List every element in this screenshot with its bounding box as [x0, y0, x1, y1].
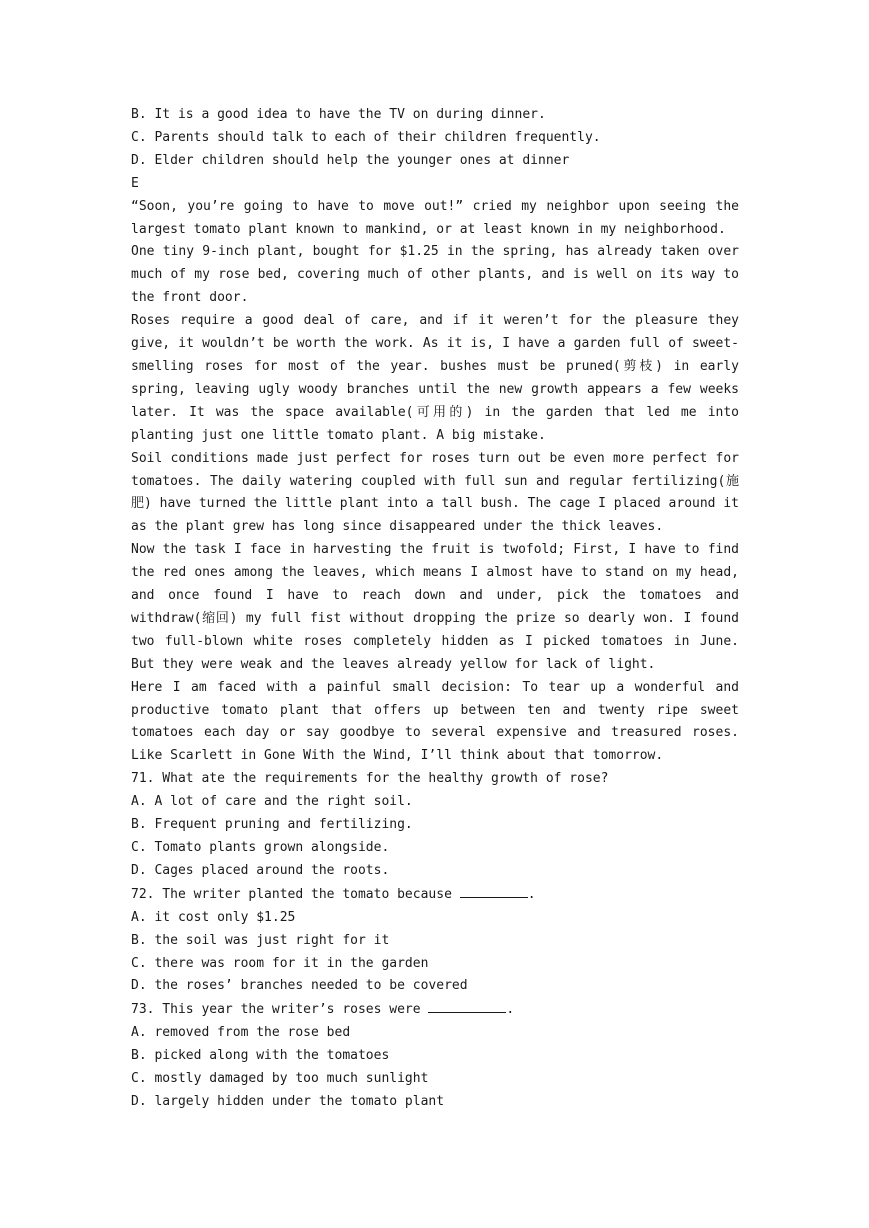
question-72-option-a: A. it cost only $1.25 — [131, 909, 296, 925]
question-72-option-c: C. there was room for it in the garden — [131, 955, 429, 971]
stem-period: . — [527, 886, 536, 902]
passage-paragraph: Soil conditions made just perfect for roses turn out be even more perfect for tomatoes. The daily watering coupled with full sun and regular fertilizing(施肥) have turned the little plant into a tall bush. The cage I placed around it as the plant grew has long since disappeared under the thick leaves. — [131, 450, 739, 535]
passage-paragraph: Here I am faced with a painful small decision: To tear up a wonderful and productive tomato plant that offers up between ten and twenty ripe sweet tomatoes each day or say goodbye to several expensive and treasured roses. Like Scarlett in Gone With the Wind, I’ll think about that tomorrow. — [131, 679, 739, 764]
question-71-option-d: D. Cages placed around the roots. — [131, 862, 390, 878]
passage-paragraph: “Soon, you’re going to have to move out!” cried my neighbor upon seeing the largest tomato plant known to mankind, or at least known in my neighborhood. — [131, 198, 739, 237]
question-72-stem: 72. The writer planted the tomato because — [131, 886, 452, 902]
passage-paragraph: One tiny 9-inch plant, bought for $1.25 in the spring, has already taken over much of my rose bed, covering much of other plants, and is well on its way to the front door. — [131, 244, 739, 306]
question-71-option-b: B. Frequent pruning and fertilizing. — [131, 817, 413, 833]
stem-period: . — [506, 1002, 515, 1018]
answer-blank — [460, 883, 528, 898]
question-71-option-a: A. A lot of care and the right soil. — [131, 794, 413, 810]
prev-option-b: B. It is a good idea to have the TV on during dinner. — [131, 107, 546, 122]
question-73-stem-line — [131, 998, 739, 1022]
question-71-option-c: C. Tomato plants grown alongside. — [131, 840, 390, 855]
prev-option-c: C. Parents should talk to each of their children frequently. — [131, 129, 601, 145]
question-72-stem-line — [131, 883, 739, 907]
passage-paragraph: Now the task I face in harvesting the fruit is twofold; First, I have to find the red ones among the leaves, which means I almost have to stand on my head, and once found I have to reach down and under, pick the tomatoes and withdraw(缩回) my full fist without dropping the prize so dearly won. I found two full-blown white roses completely hidden as I picked tomatoes in June. But they were weak and the leaves already yellow for lack of light. — [131, 542, 739, 672]
question-73-option-a: A. removed from the rose bed — [131, 1025, 351, 1041]
question-73-stem: 73. This year the writer’s roses were — [131, 1002, 421, 1018]
question-72-option-b: B. the soil was just right for it — [131, 932, 390, 948]
answer-blank — [428, 998, 506, 1013]
document-page — [131, 104, 739, 1114]
question-73-option-c: C. mostly damaged by too much sunlight — [131, 1071, 429, 1087]
question-73-option-b: B. picked along with the tomatoes — [131, 1048, 390, 1064]
question-71-stem: 71. What ate the requirements for the healthy growth of rose? — [131, 771, 609, 787]
question-72-option-d: D. the roses’ branches needed to be covered — [131, 978, 468, 994]
question-73-option-d: D. largely hidden under the tomato plant — [131, 1093, 445, 1109]
passage-paragraph: Roses require a good deal of care, and if it weren’t for the pleasure they give, it wouldn’t be worth the work. As it is, I have a garden full of sweet-smelling roses for most of the year. bushes must be pruned(剪枝) in early spring, leaving ugly woody branches until the new growth appears a few weeks later. It was the space available(可用的) in the garden that led me into planting just one little tomato plant. A big mistake. — [131, 313, 739, 443]
section-label: E — [131, 175, 139, 191]
prev-option-d: D. Elder children should help the younger ones at dinner — [131, 152, 570, 168]
